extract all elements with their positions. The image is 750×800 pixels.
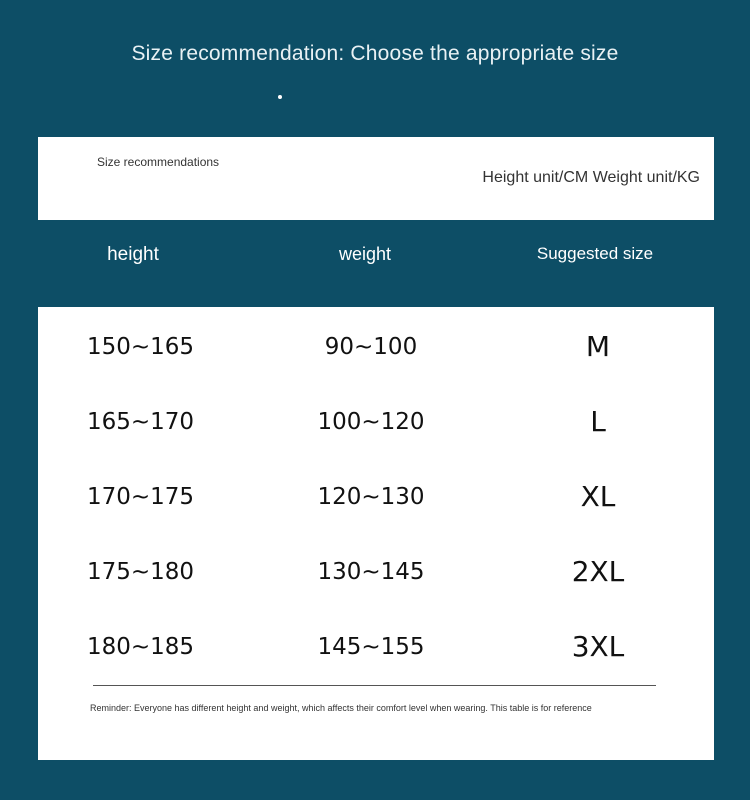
units-note: Height unit/CM Weight unit/KG bbox=[482, 169, 700, 186]
header-suggested-size: Suggested size bbox=[536, 244, 654, 263]
header-weight: weight bbox=[338, 244, 392, 264]
units-card bbox=[38, 137, 714, 220]
header-height: height bbox=[107, 244, 159, 265]
size-cell: M bbox=[585, 330, 611, 363]
size-cell: 2XL bbox=[571, 555, 625, 588]
size-recommendations-label: Size recommendations bbox=[97, 155, 220, 169]
height-cell: 175~180 bbox=[86, 559, 195, 585]
table-header bbox=[38, 220, 714, 307]
height-cell: 165~170 bbox=[86, 409, 195, 435]
size-cell: 3XL bbox=[571, 630, 625, 663]
page-title: Size recommendation: Choose the appropriate size bbox=[131, 42, 619, 65]
weight-cell: 90~100 bbox=[324, 334, 418, 360]
weight-cell: 130~145 bbox=[317, 559, 425, 585]
weight-cell: 120~130 bbox=[317, 484, 425, 510]
decorative-dot bbox=[278, 95, 282, 99]
table-row bbox=[38, 617, 714, 677]
reminder-text: Reminder: Everyone has different height and weight, which affects their comfort level when wearing. This table is for reference bbox=[90, 703, 592, 713]
weight-cell: 145~155 bbox=[317, 634, 425, 660]
table-row bbox=[38, 392, 714, 452]
table-row bbox=[38, 467, 714, 527]
size-cell: L bbox=[590, 405, 606, 438]
table-row bbox=[38, 317, 714, 377]
weight-cell: 100~120 bbox=[317, 409, 425, 435]
table-row bbox=[38, 542, 714, 602]
height-cell: 180~185 bbox=[86, 634, 195, 660]
divider bbox=[93, 685, 656, 686]
height-cell: 150~165 bbox=[86, 334, 195, 360]
height-cell: 170~175 bbox=[86, 484, 195, 510]
size-cell: XL bbox=[580, 480, 616, 513]
size-table-body bbox=[38, 307, 714, 760]
